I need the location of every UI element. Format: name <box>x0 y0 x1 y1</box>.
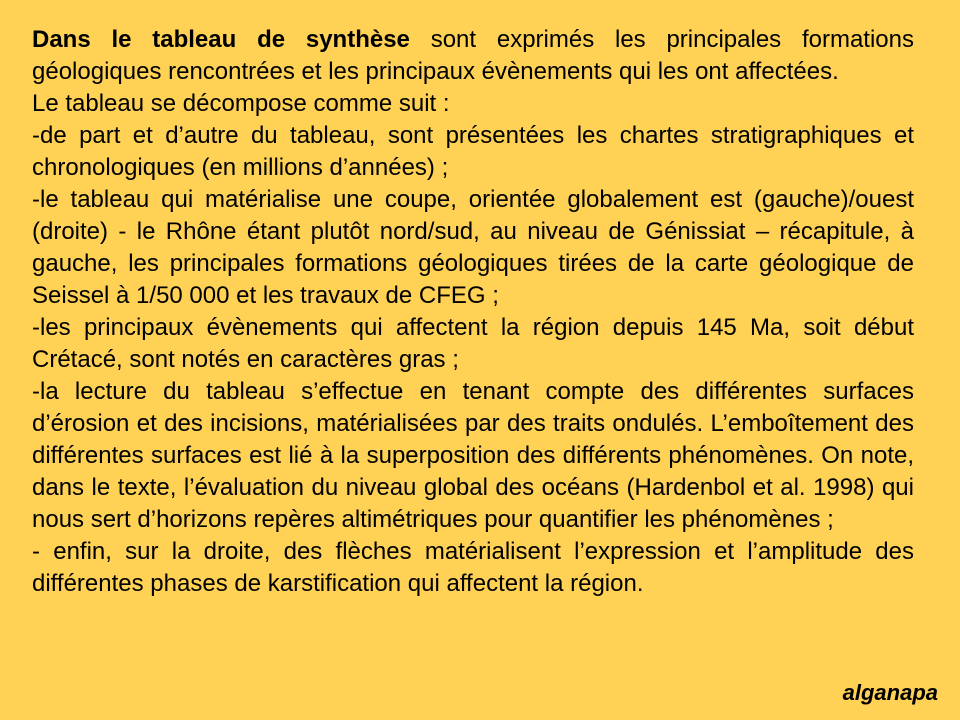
structure-intro: Le tableau se décompose comme suit : <box>32 90 450 117</box>
intro-paragraph <box>32 24 914 88</box>
intro-text: sont exprimés les principales formations géologiques rencontrées et les principaux évènements qui les ont affectées. <box>32 26 914 85</box>
author-signature: alganapa <box>842 680 938 705</box>
bullet-karst-arrows: - enfin, sur la droite, des flèches matérialisent l’expression et l’amplitude des différentes phases de karstification qui affectent la région. <box>32 538 914 597</box>
bullet-cross-section: -le tableau qui matérialise une coupe, orientée globalement est (gauche)/ouest (droite) - le Rhône étant plutôt nord/sud, au niveau de Génissiat – récapitule, à gauche, les principales formations géologiques tirées de la carte géologique de Seissel à 1/50 000 et les travaux de CFEG ; <box>32 186 914 309</box>
bullet-charts: -de part et d’autre du tableau, sont présentées les chartes stratigraphiques et chronologiques (en millions d’années) ; <box>32 122 914 181</box>
bullet-events: -les principaux évènements qui affectent la région depuis 145 Ma, soit début Crétacé, sont notés en caractères gras ; <box>32 314 914 373</box>
slide-text-block <box>32 24 914 600</box>
intro-bold-text: Dans le tableau de synthèse <box>32 26 410 53</box>
bullet-reading: -la lecture du tableau s’effectue en tenant compte des différentes surfaces d’érosion et des incisions, matérialisées par des traits ondulés. L’emboîtement des différentes surfaces est lié à la superposition des différents phénomènes. On note, dans le texte, l’évaluation du niveau global des océans (Hardenbol et al. 1998) qui nous sert d’horizons repères altimétriques pour quantifier les phénomènes ; <box>32 378 914 533</box>
